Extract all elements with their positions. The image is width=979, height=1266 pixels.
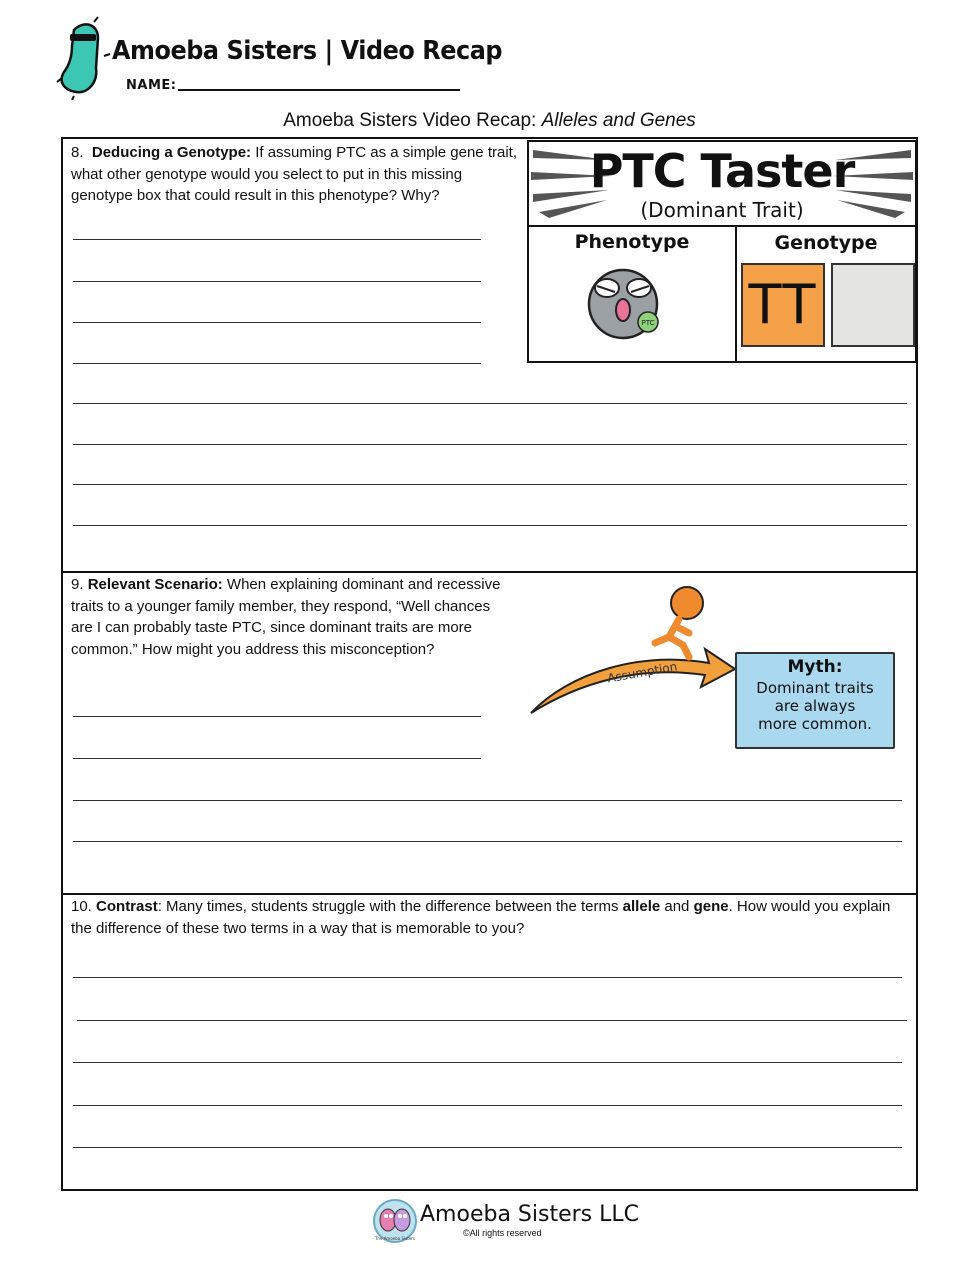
answer-line[interactable] (73, 484, 907, 485)
footer-copyright: ©All rights reserved (463, 1228, 542, 1238)
answer-line[interactable] (73, 716, 481, 717)
answer-line[interactable] (73, 758, 481, 759)
answer-line[interactable] (73, 525, 907, 526)
page-title: Amoeba Sisters Video Recap: Alleles and Genes (283, 110, 696, 131)
answer-line[interactable] (73, 977, 902, 978)
answer-line[interactable] (73, 281, 481, 282)
name-label: NAME: (126, 78, 177, 93)
answer-line[interactable] (73, 239, 481, 240)
myth-line-1: Dominant traits (756, 679, 874, 697)
svg-text:PTC: PTC (641, 319, 655, 327)
ptc-subtitle: (Dominant Trait) (640, 198, 804, 222)
answer-line[interactable] (73, 1062, 902, 1063)
genotype-header: Genotype (774, 232, 878, 254)
question-10-row (63, 893, 916, 1187)
footer-company: Amoeba Sisters LLC (420, 1202, 639, 1227)
answer-line[interactable] (77, 1020, 907, 1021)
answer-line[interactable] (73, 841, 902, 842)
question-8-text: 8. Deducing a Genotype: If assuming PTC as a simple gene trait, what other genotype would you select to put in this missing genotype box that could result in this phenotype? Why? (71, 144, 517, 204)
myth-box (735, 652, 895, 749)
name-field-line[interactable] (178, 89, 460, 91)
answer-line[interactable] (73, 403, 907, 404)
brand-title: Amoeba Sisters | Video Recap (112, 36, 503, 66)
answer-line[interactable] (73, 444, 907, 445)
ptc-taster-figure (527, 140, 917, 363)
question-8-row (63, 139, 916, 573)
answer-line[interactable] (73, 1105, 902, 1106)
question-9-text: 9. Relevant Scenario: When explaining dominant and recessive traits to a younger family member, they respond, “Well chances are I can probably taste PTC, since dominant traits are more common.” How might you address this misconception? (71, 576, 501, 658)
answer-line[interactable] (73, 363, 481, 364)
amoeba-mascot-logo (54, 16, 116, 100)
recap-table (61, 137, 918, 1191)
answer-line[interactable] (73, 322, 481, 323)
myth-line-2: are always (774, 697, 856, 715)
missing-genotype-box[interactable] (831, 263, 915, 347)
genotype-tt-box (741, 263, 825, 347)
ptc-title: PTC Taster (589, 144, 855, 198)
answer-line[interactable] (73, 800, 902, 801)
answer-line[interactable] (73, 1147, 902, 1148)
svg-text:Assumption: Assumption (606, 659, 679, 686)
phenotype-header: Phenotype (574, 231, 690, 253)
myth-title: Myth: (787, 657, 843, 677)
myth-line-3: more common. (758, 715, 872, 733)
genotype-tt-value: TT (748, 273, 818, 336)
amoeba-sisters-logo (372, 1198, 418, 1244)
taster-face-icon (587, 266, 667, 342)
question-9-row (63, 571, 916, 895)
svg-text:The Amoeba Sisters: The Amoeba Sisters (374, 1236, 416, 1241)
assumption-arrow-figure (529, 583, 739, 715)
question-10-text: 10. Contrast: Many times, students struggle with the difference between the terms allele and gene. How would you explain the difference of these two terms in a way that is memorable to you? (71, 898, 891, 937)
